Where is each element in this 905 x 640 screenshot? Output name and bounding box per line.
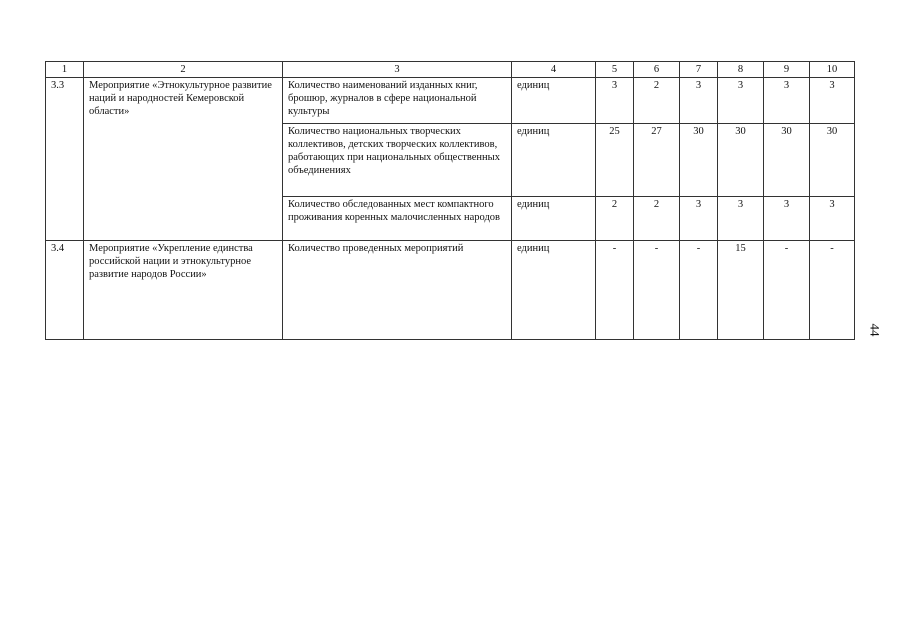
page-number: 44 <box>867 323 883 337</box>
indicator-value: 3 <box>718 78 764 124</box>
indicator-unit: единиц <box>512 124 596 197</box>
indicator-name: Количество проведенных мероприятий <box>283 241 512 340</box>
indicator-value: 25 <box>596 124 634 197</box>
header-cell: 5 <box>596 62 634 78</box>
event-name: Мероприятие «Укрепление единства российской нации и этнокультурное развитие народов России» <box>84 241 283 340</box>
header-cell: 6 <box>634 62 680 78</box>
indicator-value: 3 <box>764 197 810 241</box>
indicator-value: - <box>680 241 718 340</box>
indicators-table <box>45 61 855 340</box>
indicator-value: 3 <box>810 78 855 124</box>
table-row <box>46 78 855 124</box>
indicator-unit: единиц <box>512 197 596 241</box>
indicator-unit: единиц <box>512 241 596 340</box>
indicator-value: 2 <box>634 197 680 241</box>
indicator-value: - <box>764 241 810 340</box>
header-cell: 9 <box>764 62 810 78</box>
indicator-value: 3 <box>680 78 718 124</box>
header-cell: 8 <box>718 62 764 78</box>
header-cell: 4 <box>512 62 596 78</box>
event-name: Мероприятие «Этнокультурное развитие наций и народностей Кемеровской области» <box>84 78 283 241</box>
indicator-value: 27 <box>634 124 680 197</box>
indicator-value: 30 <box>764 124 810 197</box>
header-cell: 10 <box>810 62 855 78</box>
indicator-value: 3 <box>764 78 810 124</box>
indicator-name: Количество обследованных мест компактного проживания коренных малочисленных народов <box>283 197 512 241</box>
indicator-value: 3 <box>718 197 764 241</box>
indicator-name: Количество национальных творческих коллективов, детских творческих коллективов, работающих при национальных общественных объединениях <box>283 124 512 197</box>
indicator-value: 3 <box>680 197 718 241</box>
indicator-name: Количество наименований изданных книг, брошюр, журналов в сфере национальной культуры <box>283 78 512 124</box>
table-row <box>46 241 855 340</box>
indicator-value: - <box>596 241 634 340</box>
indicator-value: - <box>634 241 680 340</box>
header-cell: 3 <box>283 62 512 78</box>
table-header-row <box>46 62 855 78</box>
header-cell: 2 <box>84 62 283 78</box>
indicator-value: 2 <box>634 78 680 124</box>
indicator-unit: единиц <box>512 78 596 124</box>
header-cell: 1 <box>46 62 84 78</box>
item-number: 3.3 <box>46 78 84 241</box>
indicator-value: 2 <box>596 197 634 241</box>
indicator-value: - <box>810 241 855 340</box>
indicator-value: 30 <box>680 124 718 197</box>
header-cell: 7 <box>680 62 718 78</box>
indicator-value: 15 <box>718 241 764 340</box>
indicator-value: 3 <box>810 197 855 241</box>
indicator-value: 30 <box>718 124 764 197</box>
indicator-value: 3 <box>596 78 634 124</box>
indicator-value: 30 <box>810 124 855 197</box>
item-number: 3.4 <box>46 241 84 340</box>
